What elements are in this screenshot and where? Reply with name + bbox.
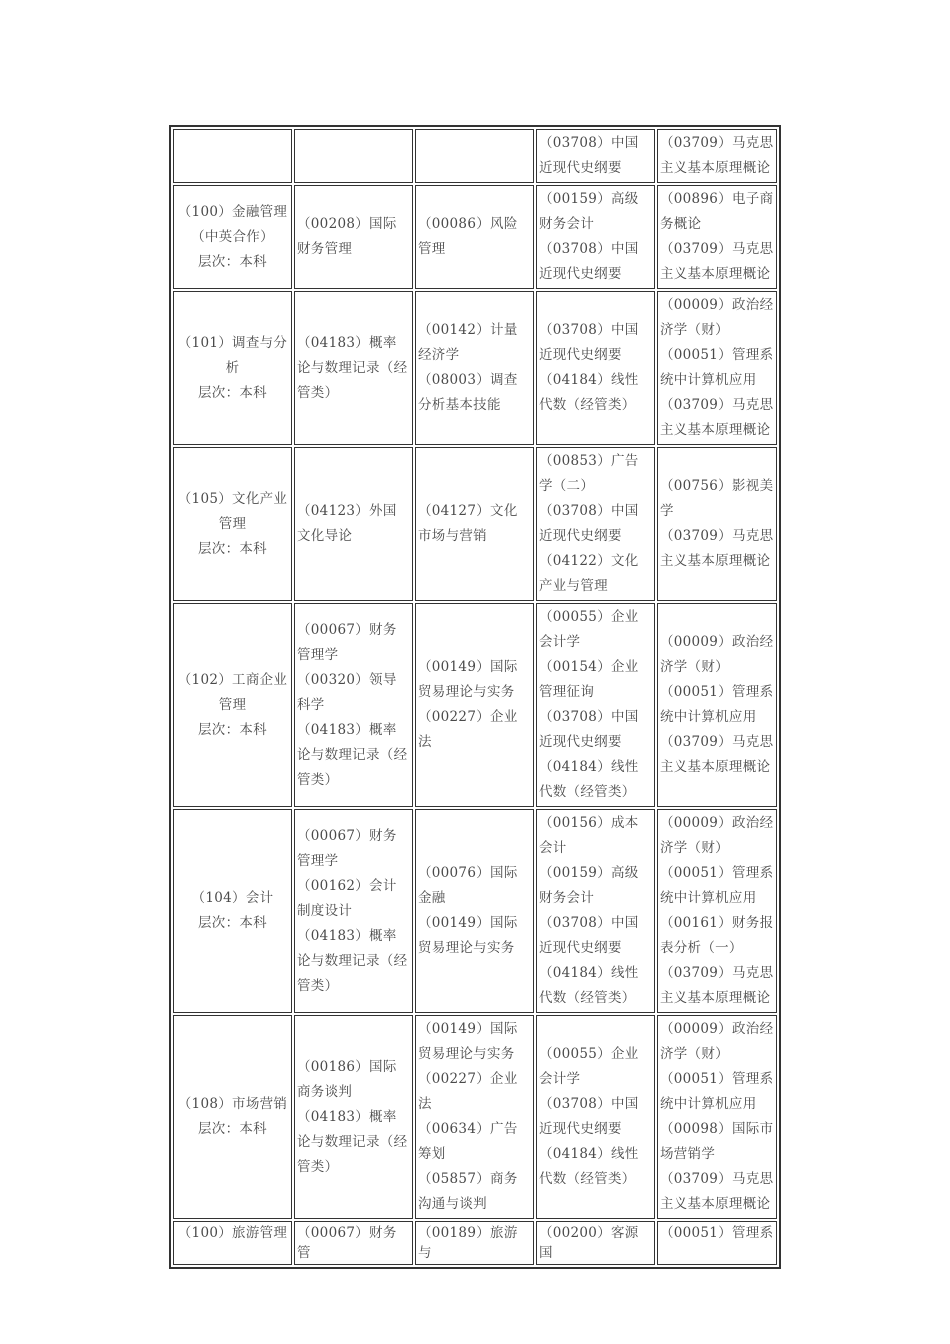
- major-line: （102）工商企业管理: [177, 671, 288, 713]
- course-entry: （03709）马克思主义基本原理概论: [659, 135, 774, 176]
- course-entry: （00896）电子商务概论: [659, 191, 774, 232]
- course-entry: （00098）国际市场营销学: [659, 1121, 774, 1162]
- course-entry: （00009）政治经济学（财）: [659, 1021, 774, 1062]
- course-cell: [294, 809, 413, 1013]
- table-row: [173, 185, 777, 289]
- course-entry: （04183）概率论与数理记录（经管类）: [296, 334, 408, 401]
- course-cell: [536, 809, 655, 1013]
- course-entry: （04183）概率论与数理记录（经管类）: [296, 721, 408, 788]
- course-cell: [294, 129, 413, 183]
- exam-schedule-table: [169, 125, 781, 1269]
- course-cell: [536, 1015, 655, 1219]
- table-row: [173, 809, 777, 1013]
- major-line: （104）会计: [191, 890, 274, 906]
- course-entry: （00009）政治经济学（财）: [659, 815, 774, 856]
- course-entry: （00154）企业管理征询: [538, 659, 639, 700]
- table-row: [173, 1221, 777, 1265]
- course-entry: （00161）财务报表分析（一）: [659, 915, 774, 956]
- course-entry: （00067）财务管理学: [296, 827, 397, 869]
- table-row: [173, 129, 777, 183]
- course-entry: （00055）企业会计学: [538, 1046, 639, 1087]
- course-entry: （00189）旅游与: [417, 1225, 518, 1261]
- major-line: 层次：本科: [197, 1121, 267, 1137]
- course-entry: （04123）外国文化导论: [296, 503, 397, 544]
- course-cell: [415, 185, 534, 289]
- course-entry: （03709）马克思主义基本原理概论: [659, 965, 774, 1006]
- course-entry: （00159）高级财务会计: [538, 865, 639, 906]
- course-entry: （00051）管理系: [659, 1225, 774, 1241]
- course-entry: （03709）马克思主义基本原理概论: [659, 1171, 774, 1212]
- course-entry: （00634）广告筹划: [417, 1121, 518, 1162]
- course-cell: [657, 185, 777, 289]
- major-line: 层次：本科: [197, 253, 267, 270]
- course-entry: （04122）文化产业与管理: [538, 553, 639, 594]
- course-cell: [536, 603, 655, 807]
- course-entry: （00051）管理系统中计算机应用: [659, 865, 774, 906]
- course-cell: [294, 603, 413, 807]
- course-entry: （00756）影视美学: [659, 478, 774, 519]
- course-cell: [536, 1221, 655, 1265]
- major-line: （100）金融管理（中英合作）: [177, 203, 288, 245]
- major-cell: [173, 603, 292, 807]
- course-cell: [657, 809, 777, 1013]
- course-entry: （00227）企业法: [417, 709, 518, 750]
- course-entry: （00853）广告学（二）: [538, 453, 639, 494]
- course-entry: （04184）线性代数（经管类）: [538, 372, 639, 413]
- course-cell: [415, 129, 534, 183]
- course-cell: [415, 447, 534, 601]
- course-cell: [657, 129, 777, 183]
- course-entry: （00051）管理系统中计算机应用: [659, 684, 774, 725]
- course-cell: [294, 185, 413, 289]
- course-cell: [415, 1015, 534, 1219]
- course-entry: （05857）商务沟通与谈判: [417, 1171, 518, 1212]
- course-entry: （00186）国际商务谈判: [296, 1058, 397, 1100]
- course-cell: [536, 447, 655, 601]
- table-row: [173, 603, 777, 807]
- course-cell: [294, 1015, 413, 1219]
- course-entry: （00162）会计制度设计: [296, 877, 397, 919]
- course-cell: [415, 291, 534, 445]
- course-entry: （00142）计量经济学: [417, 322, 518, 363]
- course-cell: [657, 447, 777, 601]
- course-cell: [294, 1221, 413, 1265]
- course-cell: [294, 447, 413, 601]
- course-entry: （03708）中国近现代史纲要: [538, 915, 639, 956]
- course-entry: （04184）线性代数（经管类）: [538, 1146, 639, 1187]
- major-line: （105）文化产业管理: [177, 490, 288, 532]
- course-entry: （03708）中国近现代史纲要: [538, 241, 639, 282]
- course-entry: （00051）管理系统中计算机应用: [659, 347, 774, 388]
- course-entry: （00208）国际财务管理: [296, 216, 397, 257]
- course-entry: （00009）政治经济学（财）: [659, 634, 774, 675]
- major-line: 层次：本科: [197, 540, 267, 557]
- course-cell: [294, 291, 413, 445]
- major-cell: [173, 129, 292, 183]
- course-cell: [536, 291, 655, 445]
- schedule-body: [173, 129, 777, 1265]
- course-entry: （00009）政治经济学（财）: [659, 297, 774, 338]
- course-entry: （03708）中国近现代史纲要: [538, 322, 639, 363]
- course-entry: （00159）高级财务会计: [538, 191, 639, 232]
- major-cell: [173, 809, 292, 1013]
- course-entry: （00086）风险管理: [417, 216, 518, 257]
- course-entry: （08003）调查分析基本技能: [417, 372, 518, 413]
- course-entry: （00149）国际贸易理论与实务: [417, 659, 518, 700]
- major-line: （108）市场营销: [177, 1096, 288, 1112]
- course-cell: [657, 1221, 777, 1265]
- course-entry: （00051）管理系统中计算机应用: [659, 1071, 774, 1112]
- course-entry: （03708）中国近现代史纲要: [538, 135, 639, 176]
- course-entry: （04127）文化市场与营销: [417, 503, 518, 544]
- course-entry: （00149）国际贸易理论与实务: [417, 915, 518, 956]
- major-cell: [173, 1015, 292, 1219]
- course-entry: （04184）线性代数（经管类）: [538, 965, 639, 1006]
- course-entry: （00320）领导科学: [296, 671, 397, 713]
- course-entry: （03709）马克思主义基本原理概论: [659, 734, 774, 775]
- course-cell: [657, 1015, 777, 1219]
- table-row: [173, 447, 777, 601]
- course-entry: （00055）企业会计学: [538, 609, 639, 650]
- major-line: 层次：本科: [197, 384, 267, 401]
- major-line: （101）调查与分析: [177, 334, 288, 376]
- course-entry: （00200）客源国: [538, 1225, 639, 1261]
- course-entry: （03709）马克思主义基本原理概论: [659, 397, 774, 438]
- course-entry: （00149）国际贸易理论与实务: [417, 1021, 518, 1062]
- course-entry: （03709）马克思主义基本原理概论: [659, 528, 774, 569]
- course-entry: （00227）企业法: [417, 1071, 518, 1112]
- course-entry: （03708）中国近现代史纲要: [538, 709, 639, 750]
- course-entry: （00076）国际金融: [417, 865, 518, 906]
- course-entry: （00067）财务管: [296, 1225, 397, 1261]
- major-cell: [173, 1221, 292, 1265]
- course-entry: （03708）中国近现代史纲要: [538, 503, 639, 544]
- course-cell: [536, 129, 655, 183]
- course-entry: （03708）中国近现代史纲要: [538, 1096, 639, 1137]
- course-cell: [536, 185, 655, 289]
- course-cell: [415, 809, 534, 1013]
- course-entry: （00067）财务管理学: [296, 621, 397, 663]
- major-cell: [173, 447, 292, 601]
- major-line: 层次：本科: [197, 721, 267, 738]
- course-cell: [415, 1221, 534, 1265]
- course-entry: （04184）线性代数（经管类）: [538, 759, 639, 800]
- table-row: [173, 291, 777, 445]
- major-cell: [173, 185, 292, 289]
- major-cell: [173, 291, 292, 445]
- course-cell: [657, 603, 777, 807]
- course-entry: （00156）成本会计: [538, 815, 639, 856]
- table-row: [173, 1015, 777, 1219]
- major-line: （100）旅游管理: [177, 1225, 288, 1241]
- course-entry: （04183）概率论与数理记录（经管类）: [296, 927, 408, 994]
- course-entry: （04183）概率论与数理记录（经管类）: [296, 1108, 408, 1175]
- course-cell: [657, 291, 777, 445]
- major-line: 层次：本科: [197, 915, 267, 931]
- course-cell: [415, 603, 534, 807]
- course-entry: （03709）马克思主义基本原理概论: [659, 241, 774, 282]
